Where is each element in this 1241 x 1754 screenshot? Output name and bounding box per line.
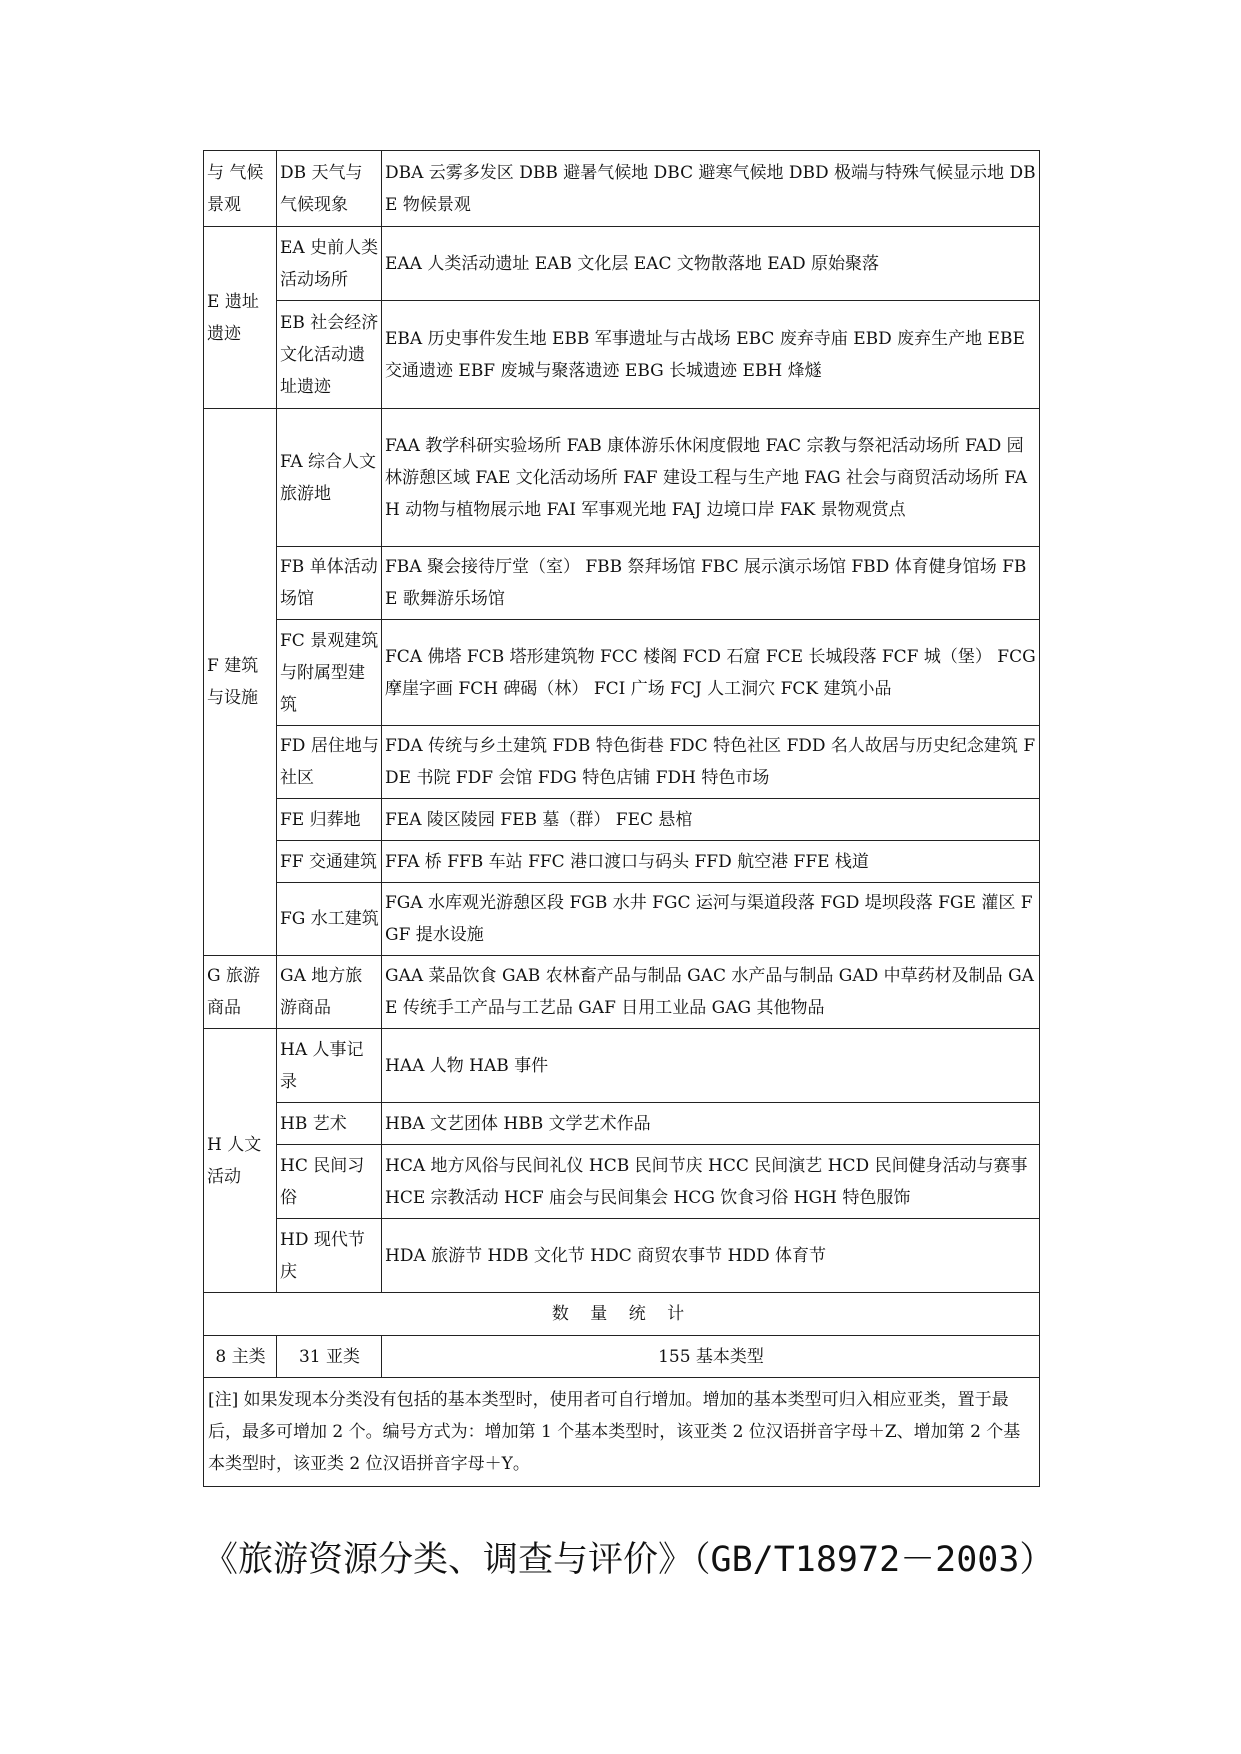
main-category-cell: 与 气候景观 — [204, 151, 277, 227]
subcategory-cell: HB 艺术 — [277, 1103, 382, 1145]
subcategory-cell: EB 社会经济文化活动遗址遗迹 — [277, 301, 382, 409]
document-title: 《旅游资源分类、调查与评价》（GB/T18972－2003） — [203, 1540, 1055, 1580]
basic-types-cell: FEA 陵区陵园 FEB 墓（群） FEC 悬棺 — [382, 799, 1040, 841]
table-row — [204, 841, 1040, 883]
note-text: [注] 如果发现本分类没有包括的基本类型时，使用者可自行增加。增加的基本类型可归入相应亚类，置于最后，最多可增加 2 个。编号方式为：增加第 1 个基本类型时，该亚类 2 位汉语拼音字母＋Z、增加第 2 个基本类型时，该亚类 2 位汉语拼音字母＋Y。 — [204, 1378, 1040, 1487]
table-row — [204, 227, 1040, 301]
basic-types-cell: HCA 地方风俗与民间礼仪 HCB 民间节庆 HCC 民间演艺 HCD 民间健身活动与赛事 HCE 宗教活动 HCF 庙会与民间集会 HCG 饮食习俗 HGH 特色服饰 — [382, 1145, 1040, 1219]
table-row — [204, 409, 1040, 547]
basic-types-cell: FCA 佛塔 FCB 塔形建筑物 FCC 楼阁 FCD 石窟 FCE 长城段落 FCF 城（堡） FCG 摩崖字画 FCH 碑碣（林） FCI 广场 FCJ 人工洞穴 FCK 建筑小品 — [382, 620, 1040, 726]
table-row — [204, 1103, 1040, 1145]
basic-types-cell: EBA 历史事件发生地 EBB 军事遗址与古战场 EBC 废弃寺庙 EBD 废弃生产地 EBE 交通遗迹 EBF 废城与聚落遗迹 EBG 长城遗迹 EBH 烽燧 — [382, 301, 1040, 409]
basic-types-cell: FFA 桥 FFB 车站 FFC 港口渡口与码头 FFD 航空港 FFE 栈道 — [382, 841, 1040, 883]
subcategory-cell: HA 人事记录 — [277, 1029, 382, 1103]
main-category-cell: G 旅游商品 — [204, 956, 277, 1029]
subcategory-cell: FD 居住地与社区 — [277, 726, 382, 799]
subcategory-cell: FG 水工建筑 — [277, 883, 382, 956]
basic-types-cell: HAA 人物 HAB 事件 — [382, 1029, 1040, 1103]
basic-types-cell: HBA 文艺团体 HBB 文学艺术作品 — [382, 1103, 1040, 1145]
main-count-cell: 8 主类 — [204, 1336, 277, 1378]
table-row — [204, 151, 1040, 227]
table-row — [204, 1145, 1040, 1219]
main-category-cell: E 遗址遗迹 — [204, 227, 277, 409]
subcategory-cell: HC 民间习俗 — [277, 1145, 382, 1219]
stats-row — [204, 1336, 1040, 1378]
basic-types-cell: GAA 菜品饮食 GAB 农林畜产品与制品 GAC 水产品与制品 GAD 中草药材及制品 GAE 传统手工产品与工艺品 GAF 日用工业品 GAG 其他物品 — [382, 956, 1040, 1029]
table-row — [204, 620, 1040, 726]
table-row — [204, 726, 1040, 799]
table-row — [204, 883, 1040, 956]
main-category-cell: H 人文活动 — [204, 1029, 277, 1293]
subcategory-cell: FC 景观建筑与附属型建筑 — [277, 620, 382, 726]
table-row — [204, 956, 1040, 1029]
table-row — [204, 301, 1040, 409]
note-row — [204, 1378, 1040, 1487]
stats-title-row — [204, 1293, 1040, 1336]
subcategory-cell: GA 地方旅游商品 — [277, 956, 382, 1029]
sub-count-cell: 31 亚类 — [277, 1336, 382, 1378]
table-row — [204, 799, 1040, 841]
main-category-cell: F 建筑与设施 — [204, 409, 277, 956]
table-row — [204, 1029, 1040, 1103]
classification-table — [203, 150, 1040, 1487]
subcategory-cell: DB 天气与气候现象 — [277, 151, 382, 227]
basic-types-cell: EAA 人类活动遗址 EAB 文化层 EAC 文物散落地 EAD 原始聚落 — [382, 227, 1040, 301]
basic-types-cell: DBA 云雾多发区 DBB 避暑气候地 DBC 避寒气候地 DBD 极端与特殊气候显示地 DBE 物候景观 — [382, 151, 1040, 227]
basic-types-cell: FAA 教学科研实验场所 FAB 康体游乐休闲度假地 FAC 宗教与祭祀活动场所 FAD 园林游憩区域 FAE 文化活动场所 FAF 建设工程与生产地 FAG 社会与商贸活动场所 FAH 动物与植物展示地 FAI 军事观光地 FAJ 边境口岸 FAK 景物观赏点 — [382, 409, 1040, 547]
table-row — [204, 1219, 1040, 1293]
basic-types-cell: FGA 水库观光游憩区段 FGB 水井 FGC 运河与渠道段落 FGD 堤坝段落 FGE 灌区 FGF 提水设施 — [382, 883, 1040, 956]
subcategory-cell: EA 史前人类活动场所 — [277, 227, 382, 301]
subcategory-cell: FF 交通建筑 — [277, 841, 382, 883]
stats-title: 数 量 统 计 — [204, 1293, 1040, 1336]
subcategory-cell: FA 综合人文旅游地 — [277, 409, 382, 547]
subcategory-cell: FB 单体活动场馆 — [277, 547, 382, 620]
table-row — [204, 547, 1040, 620]
subcategory-cell: HD 现代节庆 — [277, 1219, 382, 1293]
basic-types-cell: FDA 传统与乡土建筑 FDB 特色街巷 FDC 特色社区 FDD 名人故居与历史纪念建筑 FDE 书院 FDF 会馆 FDG 特色店铺 FDH 特色市场 — [382, 726, 1040, 799]
basic-types-cell: HDA 旅游节 HDB 文化节 HDC 商贸农事节 HDD 体育节 — [382, 1219, 1040, 1293]
basic-types-cell: FBA 聚会接待厅堂（室） FBB 祭拜场馆 FBC 展示演示场馆 FBD 体育健身馆场 FBE 歌舞游乐场馆 — [382, 547, 1040, 620]
subcategory-cell: FE 归葬地 — [277, 799, 382, 841]
basic-count-cell: 155 基本类型 — [382, 1336, 1040, 1378]
